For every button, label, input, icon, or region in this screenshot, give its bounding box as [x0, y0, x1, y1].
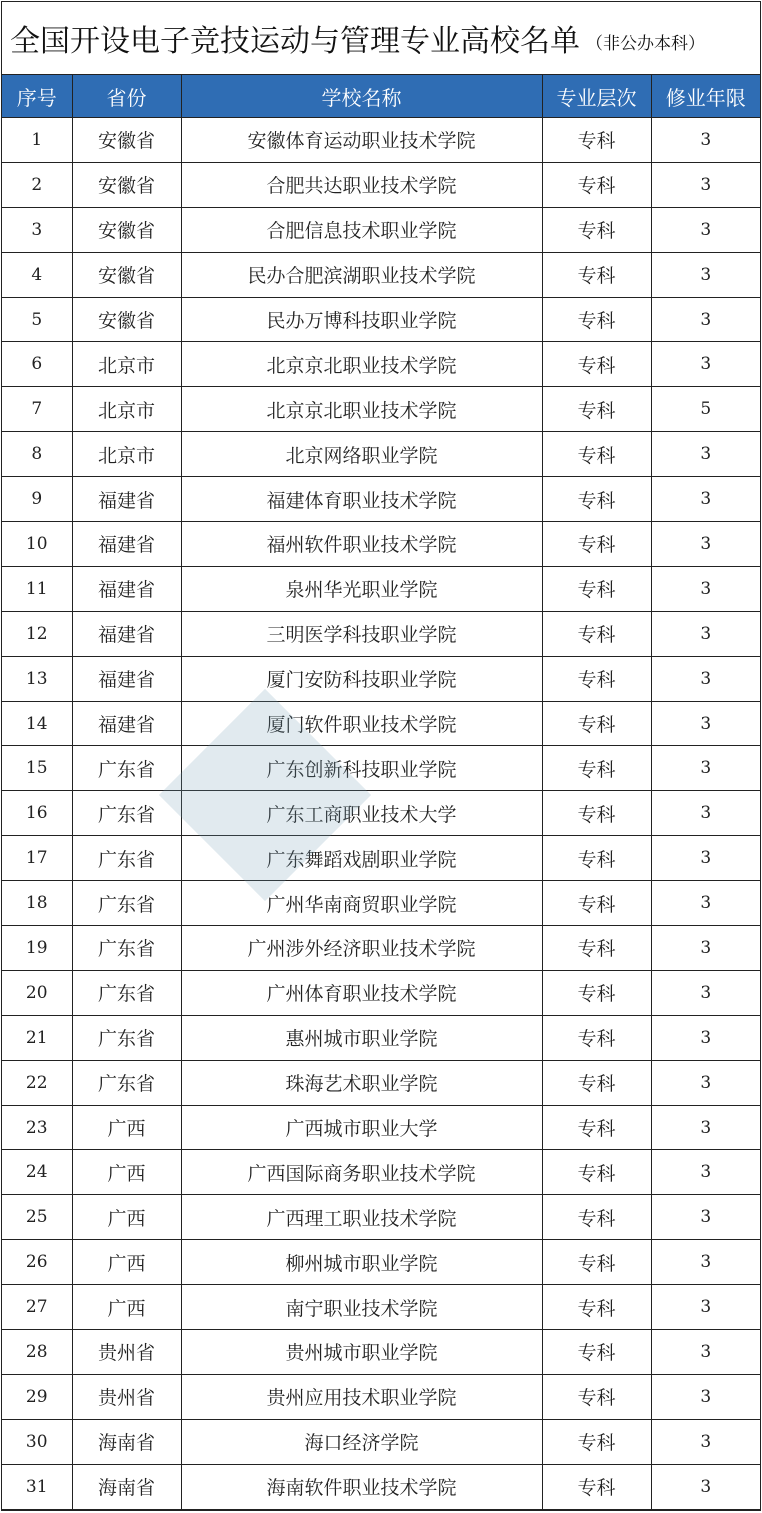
cell-school-name: 福建体育职业技术学院 [181, 477, 542, 522]
cell-level: 专科 [542, 926, 651, 971]
table-row [2, 432, 760, 477]
table-row [2, 836, 760, 881]
table-row [2, 746, 760, 791]
cell-school-name: 厦门安防科技职业学院 [181, 656, 542, 701]
cell-school-name: 北京京北职业技术学院 [181, 342, 542, 387]
cell-index: 31 [2, 1464, 72, 1509]
schools-table [2, 75, 760, 1510]
cell-level: 专科 [542, 1105, 651, 1150]
cell-years: 3 [651, 432, 760, 477]
cell-index: 1 [2, 118, 72, 163]
cell-level: 专科 [542, 477, 651, 522]
cell-years: 3 [651, 1015, 760, 1060]
cell-province: 广东省 [72, 836, 181, 881]
cell-index: 8 [2, 432, 72, 477]
cell-province: 广西 [72, 1150, 181, 1195]
table-row [2, 207, 760, 252]
table-row [2, 970, 760, 1015]
cell-province: 福建省 [72, 611, 181, 656]
cell-province: 海南省 [72, 1464, 181, 1509]
table-header-row [2, 75, 760, 118]
cell-years: 3 [651, 118, 760, 163]
cell-index: 17 [2, 836, 72, 881]
cell-school-name: 贵州城市职业学院 [181, 1330, 542, 1375]
table-row [2, 1374, 760, 1419]
school-list-document [1, 1, 761, 1511]
cell-province: 北京市 [72, 432, 181, 477]
cell-province: 广西 [72, 1285, 181, 1330]
cell-index: 14 [2, 701, 72, 746]
cell-school-name: 北京网络职业学院 [181, 432, 542, 477]
cell-school-name: 合肥信息技术职业学院 [181, 207, 542, 252]
cell-school-name: 合肥共达职业技术学院 [181, 162, 542, 207]
cell-level: 专科 [542, 1464, 651, 1509]
cell-years: 3 [651, 791, 760, 836]
cell-level: 专科 [542, 162, 651, 207]
cell-years: 3 [651, 342, 760, 387]
cell-province: 北京市 [72, 387, 181, 432]
cell-level: 专科 [542, 297, 651, 342]
cell-index: 18 [2, 881, 72, 926]
cell-years: 3 [651, 611, 760, 656]
cell-level: 专科 [542, 611, 651, 656]
cell-province: 广东省 [72, 1060, 181, 1105]
cell-index: 27 [2, 1285, 72, 1330]
cell-province: 福建省 [72, 522, 181, 567]
title-main: 全国开设电子竞技运动与管理专业高校名单 [10, 24, 580, 59]
table-row [2, 477, 760, 522]
cell-province: 贵州省 [72, 1374, 181, 1419]
table-row [2, 387, 760, 432]
cell-index: 20 [2, 970, 72, 1015]
cell-school-name: 安徽体育运动职业技术学院 [181, 118, 542, 163]
cell-school-name: 民办万博科技职业学院 [181, 297, 542, 342]
cell-province: 安徽省 [72, 207, 181, 252]
cell-school-name: 厦门软件职业技术学院 [181, 701, 542, 746]
cell-index: 26 [2, 1240, 72, 1285]
cell-index: 5 [2, 297, 72, 342]
cell-province: 广东省 [72, 1015, 181, 1060]
cell-province: 贵州省 [72, 1330, 181, 1375]
cell-index: 22 [2, 1060, 72, 1105]
column-header-level: 专业层次 [542, 75, 651, 118]
cell-level: 专科 [542, 432, 651, 477]
cell-years: 5 [651, 387, 760, 432]
cell-province: 安徽省 [72, 297, 181, 342]
cell-province: 广东省 [72, 970, 181, 1015]
cell-index: 11 [2, 566, 72, 611]
title-subtitle: （非公办本科） [586, 33, 705, 54]
cell-school-name: 珠海艺术职业学院 [181, 1060, 542, 1105]
cell-province: 广东省 [72, 746, 181, 791]
cell-province: 北京市 [72, 342, 181, 387]
table-row [2, 1150, 760, 1195]
cell-years: 3 [651, 1240, 760, 1285]
cell-level: 专科 [542, 522, 651, 567]
cell-index: 10 [2, 522, 72, 567]
cell-years: 3 [651, 881, 760, 926]
cell-province: 安徽省 [72, 252, 181, 297]
cell-school-name: 广西城市职业大学 [181, 1105, 542, 1150]
cell-level: 专科 [542, 566, 651, 611]
cell-years: 3 [651, 252, 760, 297]
table-row [2, 566, 760, 611]
cell-school-name: 柳州城市职业学院 [181, 1240, 542, 1285]
table-row [2, 791, 760, 836]
cell-school-name: 海南软件职业技术学院 [181, 1464, 542, 1509]
cell-school-name: 广州涉外经济职业技术学院 [181, 926, 542, 971]
cell-province: 广西 [72, 1195, 181, 1240]
table-row [2, 1240, 760, 1285]
cell-level: 专科 [542, 656, 651, 701]
table-row [2, 1464, 760, 1509]
table-row [2, 656, 760, 701]
cell-school-name: 民办合肥滨湖职业技术学院 [181, 252, 542, 297]
cell-province: 福建省 [72, 656, 181, 701]
cell-years: 3 [651, 701, 760, 746]
table-row [2, 1419, 760, 1464]
table-row [2, 1195, 760, 1240]
cell-province: 广西 [72, 1240, 181, 1285]
cell-index: 28 [2, 1330, 72, 1375]
cell-province: 福建省 [72, 477, 181, 522]
cell-province: 安徽省 [72, 118, 181, 163]
cell-school-name: 广州体育职业技术学院 [181, 970, 542, 1015]
cell-years: 3 [651, 1060, 760, 1105]
cell-province: 广东省 [72, 926, 181, 971]
cell-level: 专科 [542, 1419, 651, 1464]
cell-index: 4 [2, 252, 72, 297]
table-row [2, 522, 760, 567]
cell-school-name: 广西国际商务职业技术学院 [181, 1150, 542, 1195]
cell-school-name: 广东工商职业技术大学 [181, 791, 542, 836]
cell-years: 3 [651, 162, 760, 207]
table-row [2, 926, 760, 971]
cell-years: 3 [651, 207, 760, 252]
cell-index: 19 [2, 926, 72, 971]
cell-level: 专科 [542, 1330, 651, 1375]
cell-school-name: 广州华南商贸职业学院 [181, 881, 542, 926]
cell-province: 福建省 [72, 701, 181, 746]
cell-years: 3 [651, 1195, 760, 1240]
column-header-province: 省份 [72, 75, 181, 118]
cell-school-name: 广西理工职业技术学院 [181, 1195, 542, 1240]
cell-years: 3 [651, 970, 760, 1015]
cell-years: 3 [651, 836, 760, 881]
cell-years: 3 [651, 477, 760, 522]
table-row [2, 118, 760, 163]
cell-index: 16 [2, 791, 72, 836]
cell-index: 15 [2, 746, 72, 791]
table-row [2, 1105, 760, 1150]
cell-years: 3 [651, 1285, 760, 1330]
cell-school-name: 北京京北职业技术学院 [181, 387, 542, 432]
column-header-index: 序号 [2, 75, 72, 118]
cell-index: 6 [2, 342, 72, 387]
cell-level: 专科 [542, 1374, 651, 1419]
cell-school-name: 广东创新科技职业学院 [181, 746, 542, 791]
cell-index: 12 [2, 611, 72, 656]
cell-index: 30 [2, 1419, 72, 1464]
table-row [2, 701, 760, 746]
cell-province: 广西 [72, 1105, 181, 1150]
cell-index: 2 [2, 162, 72, 207]
table-row [2, 297, 760, 342]
cell-level: 专科 [542, 1195, 651, 1240]
cell-province: 福建省 [72, 566, 181, 611]
cell-index: 29 [2, 1374, 72, 1419]
cell-level: 专科 [542, 252, 651, 297]
cell-years: 3 [651, 926, 760, 971]
cell-province: 安徽省 [72, 162, 181, 207]
cell-level: 专科 [542, 1060, 651, 1105]
cell-school-name: 贵州应用技术职业学院 [181, 1374, 542, 1419]
cell-index: 13 [2, 656, 72, 701]
cell-school-name: 三明医学科技职业学院 [181, 611, 542, 656]
cell-level: 专科 [542, 387, 651, 432]
cell-level: 专科 [542, 746, 651, 791]
cell-level: 专科 [542, 1285, 651, 1330]
table-row [2, 1060, 760, 1105]
cell-level: 专科 [542, 1015, 651, 1060]
table-row [2, 1015, 760, 1060]
table-row [2, 252, 760, 297]
cell-level: 专科 [542, 207, 651, 252]
cell-years: 3 [651, 522, 760, 567]
cell-level: 专科 [542, 1240, 651, 1285]
cell-level: 专科 [542, 342, 651, 387]
cell-school-name: 惠州城市职业学院 [181, 1015, 542, 1060]
cell-years: 3 [651, 1374, 760, 1419]
column-header-years: 修业年限 [651, 75, 760, 118]
cell-years: 3 [651, 1330, 760, 1375]
cell-level: 专科 [542, 881, 651, 926]
table-row [2, 342, 760, 387]
cell-school-name: 福州软件职业技术学院 [181, 522, 542, 567]
document-title [2, 2, 760, 75]
cell-province: 海南省 [72, 1419, 181, 1464]
table-row [2, 881, 760, 926]
cell-years: 3 [651, 1464, 760, 1509]
cell-school-name: 海口经济学院 [181, 1419, 542, 1464]
cell-index: 7 [2, 387, 72, 432]
cell-years: 3 [651, 566, 760, 611]
cell-index: 25 [2, 1195, 72, 1240]
cell-province: 广东省 [72, 791, 181, 836]
cell-index: 24 [2, 1150, 72, 1195]
cell-level: 专科 [542, 970, 651, 1015]
cell-level: 专科 [542, 118, 651, 163]
cell-years: 3 [651, 1419, 760, 1464]
cell-level: 专科 [542, 701, 651, 746]
table-row [2, 1285, 760, 1330]
cell-years: 3 [651, 1105, 760, 1150]
table-row [2, 1330, 760, 1375]
cell-school-name: 南宁职业技术学院 [181, 1285, 542, 1330]
table-row [2, 611, 760, 656]
cell-years: 3 [651, 297, 760, 342]
cell-index: 21 [2, 1015, 72, 1060]
cell-years: 3 [651, 656, 760, 701]
cell-school-name: 泉州华光职业学院 [181, 566, 542, 611]
cell-level: 专科 [542, 1150, 651, 1195]
cell-school-name: 广东舞蹈戏剧职业学院 [181, 836, 542, 881]
cell-index: 9 [2, 477, 72, 522]
cell-level: 专科 [542, 836, 651, 881]
cell-years: 3 [651, 1150, 760, 1195]
table-row [2, 162, 760, 207]
column-header-school: 学校名称 [181, 75, 542, 118]
cell-index: 3 [2, 207, 72, 252]
cell-province: 广东省 [72, 881, 181, 926]
cell-level: 专科 [542, 791, 651, 836]
cell-years: 3 [651, 746, 760, 791]
cell-index: 23 [2, 1105, 72, 1150]
